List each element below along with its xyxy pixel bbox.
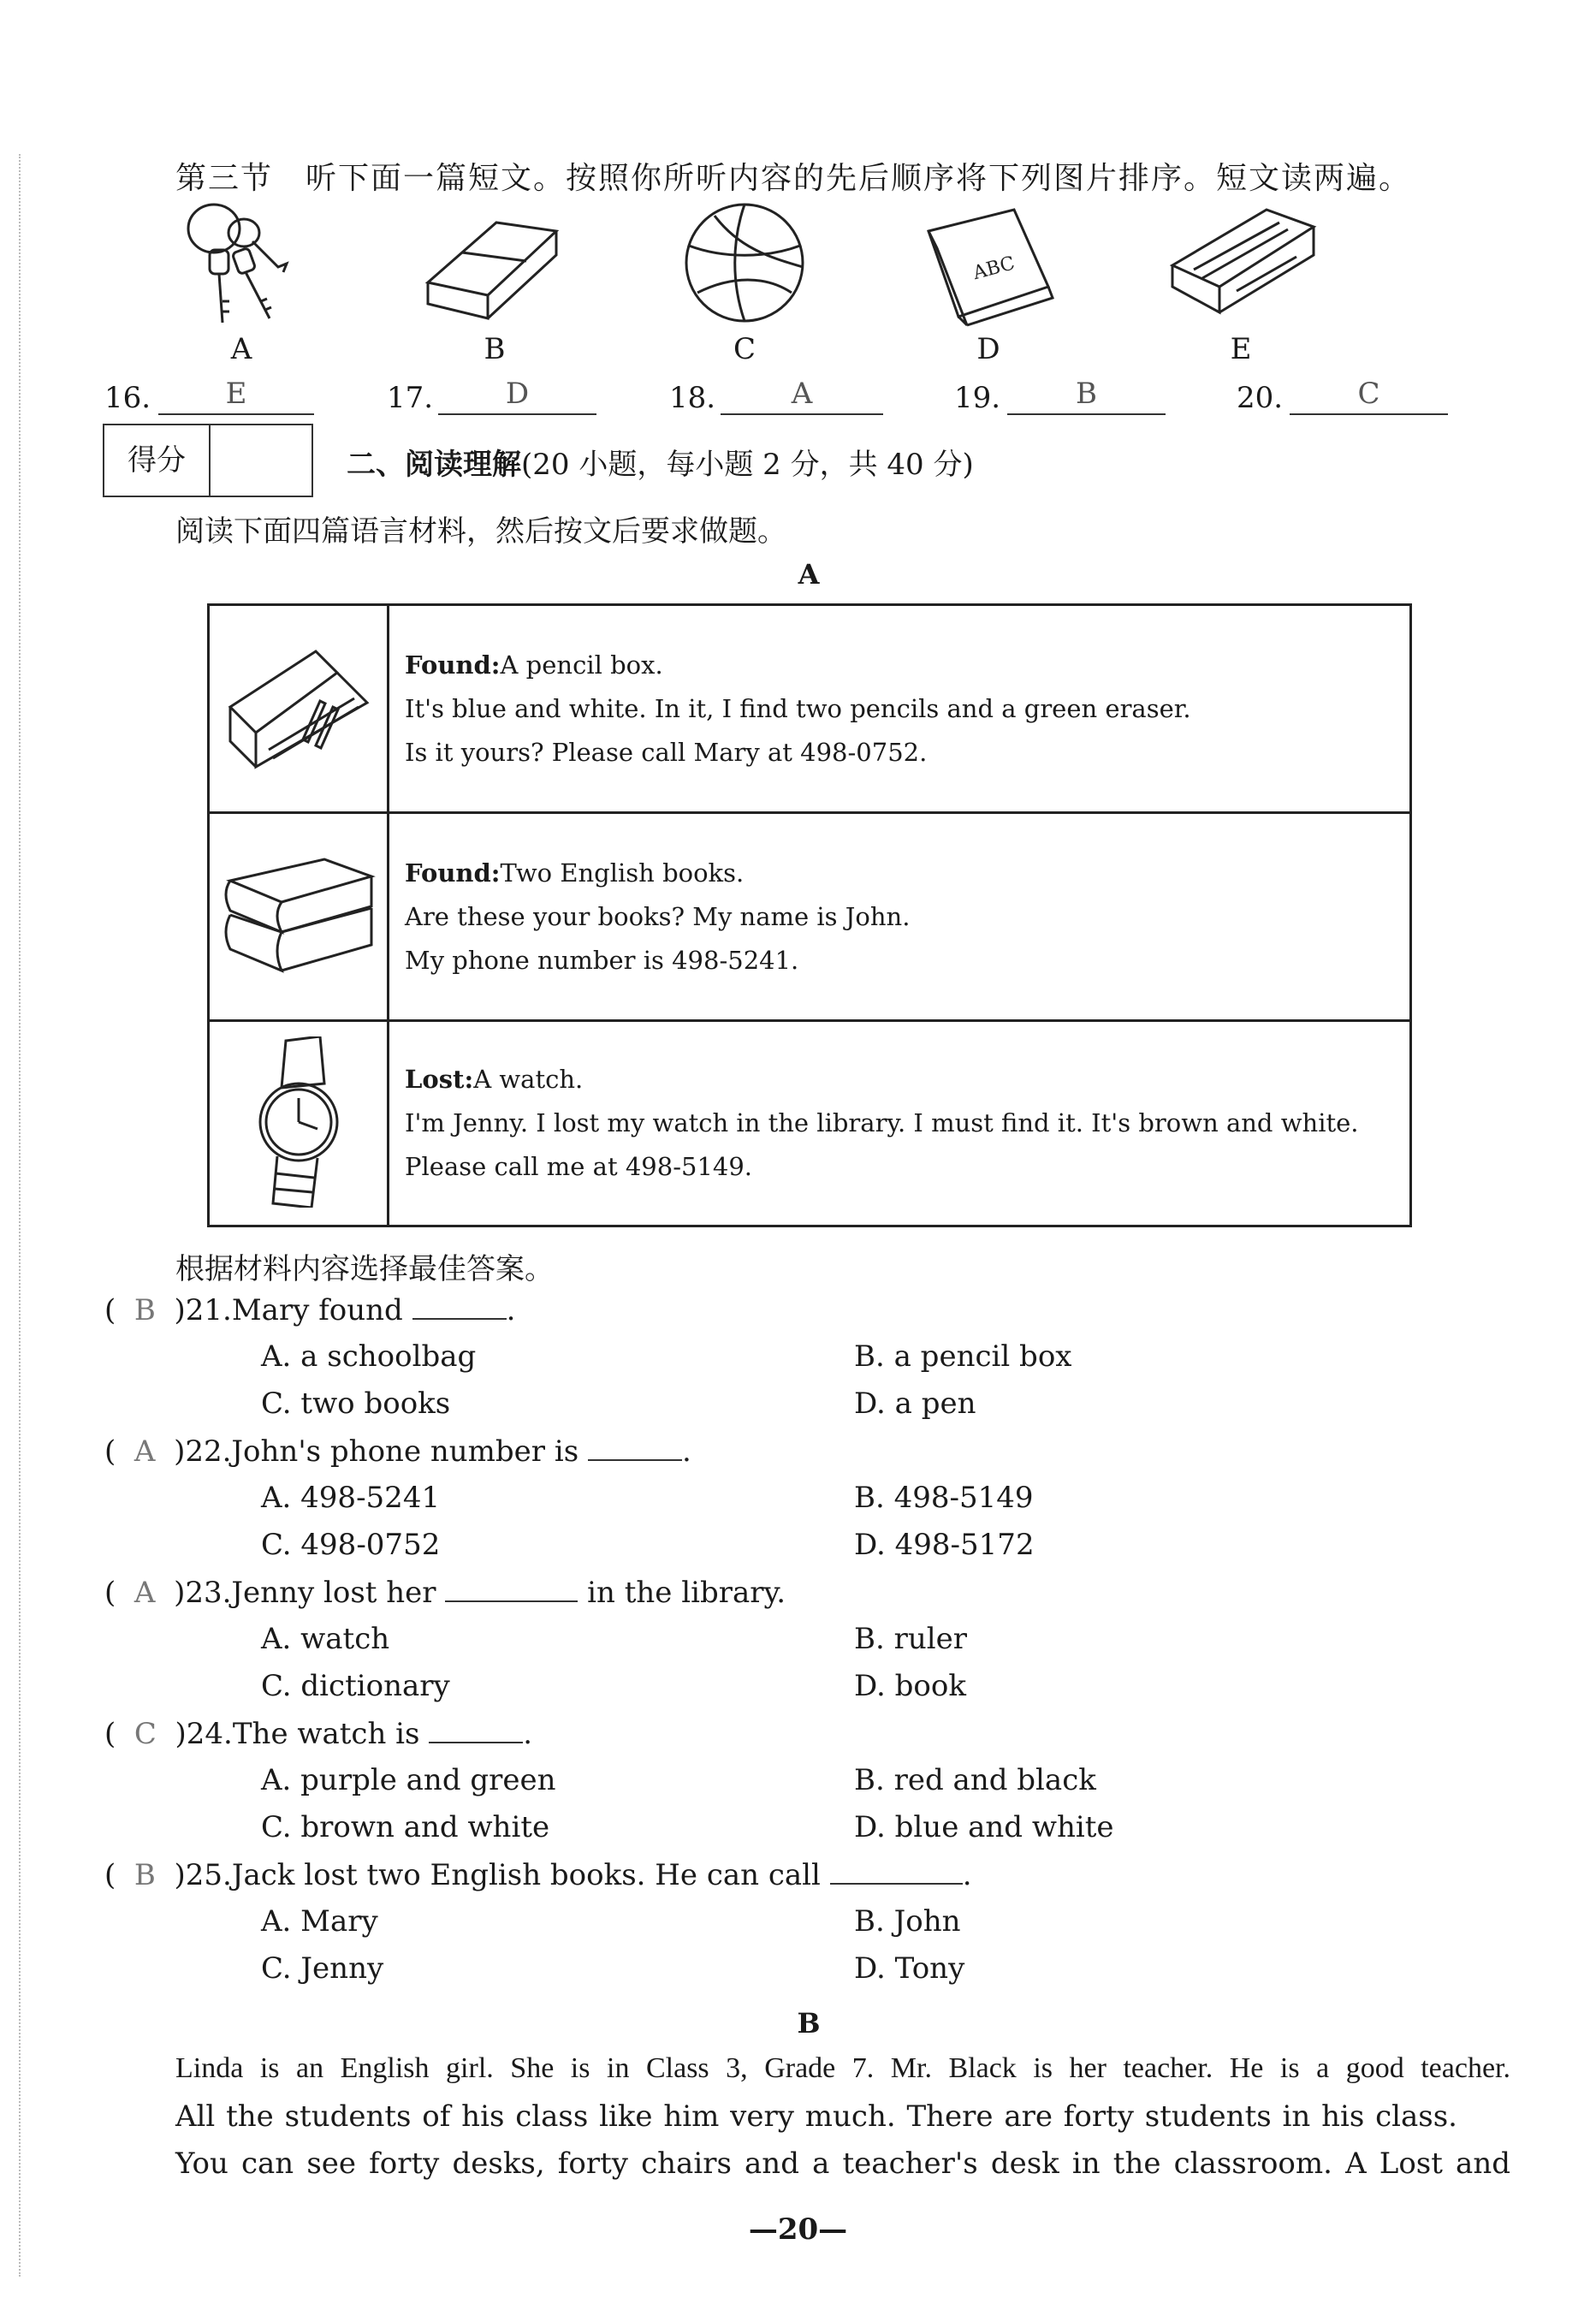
question-23: ( A )23.Jenny lost her in the library. [104, 1576, 786, 1610]
score-box [103, 424, 313, 497]
question-blank [588, 1434, 682, 1461]
option[interactable]: D. Tony [854, 1951, 965, 1986]
svg-text:ABC: ABC [970, 252, 1018, 285]
part2-intro: 阅读下面四篇语言材料，然后按文后要求做题。 [175, 514, 786, 549]
question-stem-end: . [523, 1717, 533, 1751]
notice-text: Found:A pencil box. It's blue and white. In it, I find two pencils and a green eraser. Is it yours? Please call Mary at 498-0752. [389, 605, 1411, 813]
notice-kind: Found [405, 858, 491, 888]
question-blank [830, 1857, 963, 1885]
blank-number: 18. [669, 381, 716, 415]
option[interactable]: D. book [854, 1669, 966, 1703]
blank-number: 19. [954, 381, 1001, 415]
question-stem: The watch is [232, 1717, 420, 1751]
question-stem: Jack lost two English books. He can call [231, 1858, 821, 1892]
notice-picture [209, 813, 389, 1021]
option[interactable]: D. blue and white [854, 1810, 1114, 1844]
books-icon [222, 846, 376, 983]
passage-b-label: B [797, 2007, 821, 2040]
question-stem-end: . [962, 1858, 972, 1892]
question-number: 21. [185, 1293, 232, 1327]
picture-label-e: E [1230, 332, 1252, 366]
notice-kind: Found [405, 650, 491, 680]
option[interactable]: A. 498-5241 [261, 1481, 441, 1515]
question-number: 25. [185, 1858, 232, 1892]
notice-row [209, 1021, 1411, 1226]
question-answer[interactable]: A [133, 1576, 156, 1610]
notice-text: Found:Two English books. Are these your books? My name is John. My phone number is 498-5241. [389, 813, 1411, 1021]
notice-line: Please call me at 498-5149. [405, 1152, 753, 1181]
question-blank [445, 1575, 578, 1602]
question-blank [429, 1716, 523, 1743]
question-number: 23. [185, 1576, 232, 1610]
notice-line: It's blue and white. In it, I find two pencils and a green eraser. [405, 693, 1191, 723]
blank-answer[interactable]: D [438, 381, 596, 415]
question-stem-end: in the library. [587, 1576, 786, 1610]
notice-line: My phone number is 498-5241. [405, 945, 799, 975]
part2-title [347, 441, 974, 483]
passage-b-line: You can see forty desks, forty chairs and a teacher's desk in the classroom. A Lost and [175, 2147, 1510, 2181]
notice-line: I'm Jenny. I lost my watch in the library. I must find it. It's brown and white. [405, 1108, 1359, 1137]
question-stem-end: . [506, 1293, 516, 1327]
option[interactable]: B. John [854, 1904, 961, 1939]
passage-a-label: A [798, 558, 820, 591]
section3-heading: 第三节 听下面一篇短文。按照你所听内容的先后顺序将下列图片排序。短文读两遍。 [175, 161, 1412, 196]
binding-margin-line [19, 154, 21, 2277]
question-21: ( B )21.Mary found . [104, 1293, 516, 1327]
question-stem: Mary found [231, 1293, 403, 1327]
option[interactable]: A. watch [261, 1622, 390, 1656]
eraser-icon [419, 205, 565, 325]
option[interactable]: C. brown and white [261, 1810, 550, 1844]
question-stem-end: . [682, 1434, 691, 1469]
keys-icon [175, 199, 295, 327]
option[interactable]: A. Mary [261, 1904, 378, 1939]
notice-line: Is it yours? Please call Mary at 498-0752. [405, 737, 928, 767]
blank-number: 17. [387, 381, 434, 415]
questions-instruction: 根据材料内容选择最佳答案。 [175, 1252, 554, 1286]
option[interactable]: B. red and black [854, 1763, 1096, 1797]
score-label: 得分 [104, 425, 211, 496]
question-stem: Jenny lost her [231, 1576, 436, 1610]
page-number: —20— [748, 2212, 848, 2247]
blank-answer[interactable]: C [1290, 381, 1448, 415]
notice-line: Two English books. [500, 858, 745, 888]
question-number: 24. [186, 1717, 233, 1751]
option[interactable]: B. 498-5149 [854, 1481, 1034, 1515]
blank-number: 16. [104, 381, 151, 415]
question-25: ( B )25.Jack lost two English books. He can call . [104, 1858, 972, 1892]
question-answer[interactable]: B [133, 1293, 156, 1327]
lost-found-table [207, 603, 1412, 1227]
question-blank [412, 1292, 507, 1320]
pencil-box-icon [1168, 205, 1318, 330]
book-icon [920, 205, 1057, 330]
part2-title-rest: (20 小题，每小题 2 分，共 40 分) [521, 448, 974, 482]
option[interactable]: C. two books [261, 1387, 451, 1421]
option[interactable]: D. 498-5172 [854, 1528, 1035, 1562]
option[interactable]: A. purple and green [261, 1763, 556, 1797]
picture-label-c: C [733, 332, 756, 366]
option[interactable]: C. 498-0752 [261, 1528, 441, 1562]
notice-picture [209, 605, 389, 813]
watch-icon [239, 1036, 359, 1208]
notice-line: A pencil box. [500, 650, 663, 680]
notice-row [209, 605, 1411, 813]
part2-title-bold: 二、阅读理解 [347, 448, 521, 482]
passage-b-line: All the students of his class like him very much. There are forty students in his class. [175, 2099, 1457, 2134]
blank-answer[interactable]: A [721, 381, 883, 415]
blank-number: 20. [1237, 381, 1284, 415]
option[interactable]: C. Jenny [261, 1951, 384, 1986]
notice-text: Lost:A watch. I'm Jenny. I lost my watch in the library. I must find it. It's brown and white. Please call me at 498-5149. [389, 1021, 1411, 1226]
question-24: ( C )24.The watch is . [104, 1717, 533, 1751]
volleyball-icon [680, 199, 809, 327]
option[interactable]: C. dictionary [261, 1669, 450, 1703]
option[interactable]: B. ruler [854, 1622, 967, 1656]
notice-row [209, 813, 1411, 1021]
blank-answer[interactable]: E [158, 381, 314, 415]
question-stem: John's phone number is [231, 1434, 579, 1469]
notice-line: Are these your books? My name is John. [405, 901, 911, 931]
question-22: ( A )22.John's phone number is . [104, 1434, 691, 1469]
notice-kind: Lost [405, 1065, 465, 1094]
picture-label-b: B [484, 332, 506, 366]
question-answer[interactable]: C [133, 1717, 157, 1751]
option[interactable]: A. a schoolbag [261, 1339, 477, 1374]
question-answer[interactable]: A [133, 1434, 156, 1469]
notice-picture [209, 1021, 389, 1226]
blank-answer[interactable]: B [1007, 381, 1166, 415]
notice-line: A watch. [473, 1065, 584, 1094]
picture-label-a: A [230, 332, 252, 366]
question-number: 22. [185, 1434, 232, 1469]
question-answer[interactable]: B [133, 1858, 156, 1892]
option[interactable]: B. a pencil box [854, 1339, 1072, 1374]
picture-label-d: D [976, 332, 1000, 366]
pencil-box-icon [222, 638, 376, 775]
passage-b-line: Linda is an English girl. She is in Class 3, Grade 7. Mr. Black is her teacher. He is a good teacher. [175, 2052, 1510, 2084]
option[interactable]: D. a pen [854, 1387, 976, 1421]
